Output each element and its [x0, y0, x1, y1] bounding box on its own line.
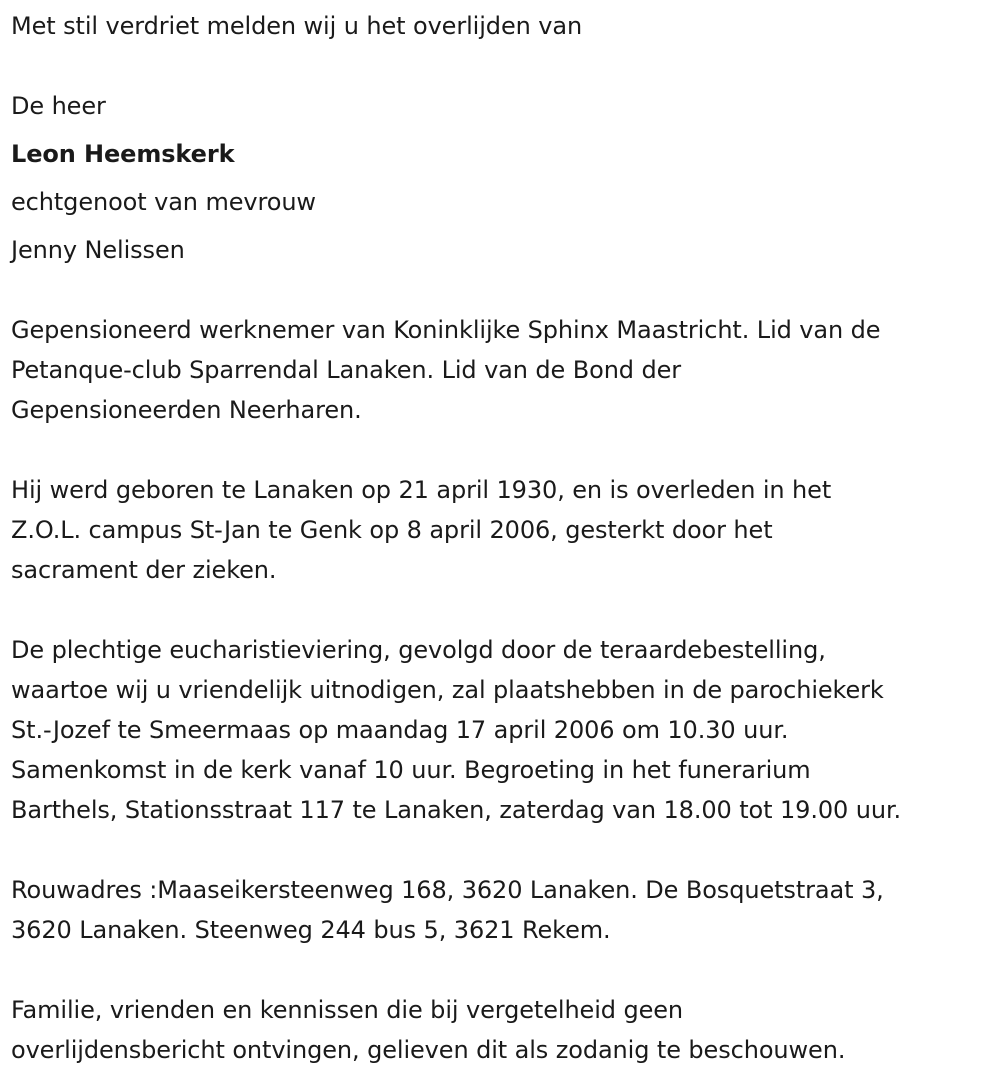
birth-death-paragraph [11, 470, 996, 590]
address-line: 3620 Lanaken. Steenweg 244 bus 5, 3621 Rekem. [11, 916, 611, 944]
birth-death-line: sacrament der zieken. [11, 556, 277, 584]
spouse-name: Jenny Nelissen [11, 236, 185, 264]
deceased-name: Leon Heemskerk [11, 140, 235, 168]
ceremony-paragraph [11, 630, 996, 830]
career-line: Petanque-club Sparrendal Lanaken. Lid van de Bond der [11, 356, 682, 384]
ceremony-line: waartoe wij u vriendelijk uitnodigen, zal plaatshebben in de parochiekerk [11, 676, 884, 704]
career-line: Gepensioneerden Neerharen. [11, 396, 362, 424]
closing-paragraph [11, 990, 996, 1070]
intro-line: Met stil verdriet melden wij u het overlijden van [11, 12, 583, 40]
career-paragraph [11, 310, 996, 430]
ceremony-line: St.-Jozef te Smeermaas op maandag 17 april 2006 om 10.30 uur. [11, 716, 789, 744]
closing-line: overlijdensbericht ontvingen, gelieven dit als zodanig te beschouwen. [11, 1036, 846, 1064]
closing-line: Familie, vrienden en kennissen die bij vergetelheid geen [11, 996, 684, 1024]
birth-death-line: Z.O.L. campus St-Jan te Genk op 8 april 2006, gesterkt door het [11, 516, 773, 544]
birth-death-line: Hij werd geboren te Lanaken op 21 april 1930, en is overleden in het [11, 476, 832, 504]
career-line: Gepensioneerd werknemer van Koninklijke Sphinx Maastricht. Lid van de [11, 316, 881, 344]
ceremony-line: Samenkomst in de kerk vanaf 10 uur. Begroeting in het funerarium [11, 756, 811, 784]
address-line: Rouwadres :Maaseikersteenweg 168, 3620 Lanaken. De Bosquetstraat 3, [11, 876, 884, 904]
ceremony-line: De plechtige eucharistieviering, gevolgd door de teraardebestelling, [11, 636, 826, 664]
ceremony-line: Barthels, Stationsstraat 117 te Lanaken, zaterdag van 18.00 tot 19.00 uur. [11, 796, 902, 824]
spouse-label: echtgenoot van mevrouw [11, 188, 316, 216]
title-prefix: De heer [11, 92, 106, 120]
address-paragraph [11, 870, 996, 950]
